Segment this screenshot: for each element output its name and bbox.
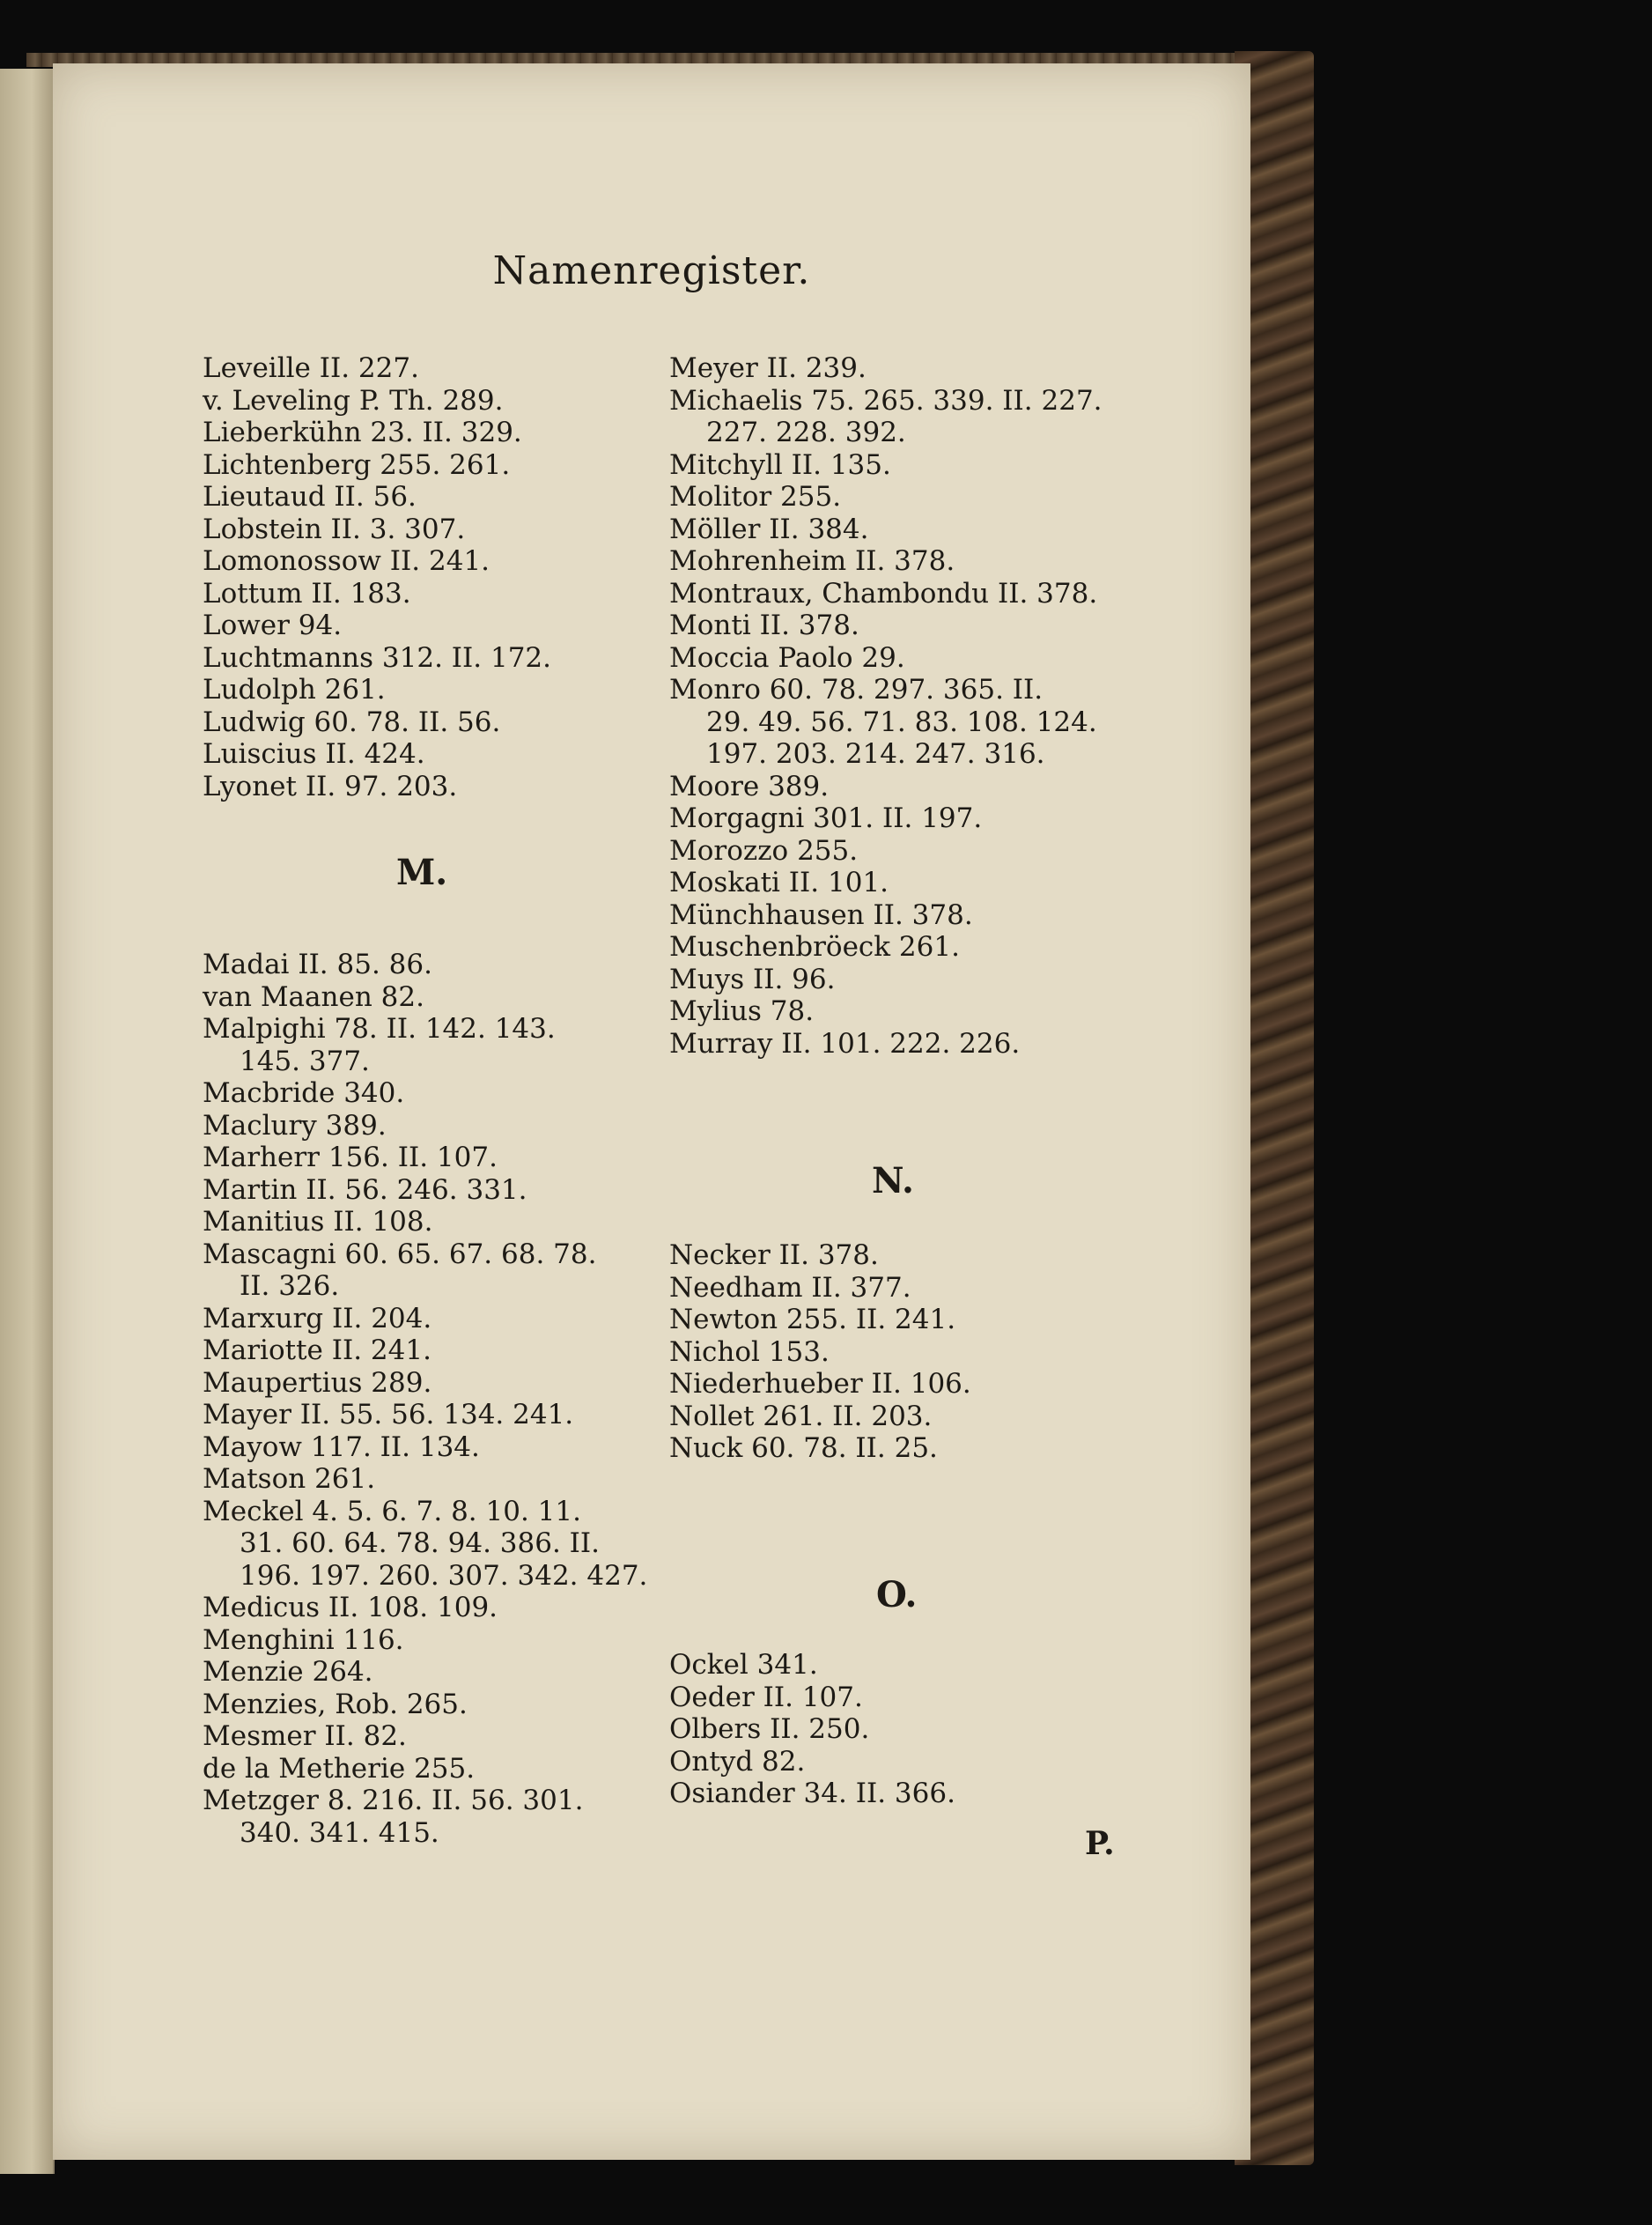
index-column-left-m xyxy=(203,949,696,1849)
index-entry: de la Metherie 255. xyxy=(203,1752,476,1785)
index-entry: Mylius 78. xyxy=(669,995,815,1027)
index-entry: Medicus II. 108. 109. xyxy=(203,1592,498,1623)
index-entry: Mitchyll II. 135. xyxy=(669,448,891,481)
index-entry: Martin II. 56. 246. 331. xyxy=(203,1173,527,1206)
index-entry: Muys II. 96. xyxy=(669,963,836,995)
index-entry: Matson 261. xyxy=(203,1463,376,1495)
index-entry: Malpighi 78. II. 142. 143. xyxy=(203,1013,556,1045)
index-entry: Moskati II. 101. xyxy=(669,867,889,898)
index-entry: Niederhueber II. 106. xyxy=(669,1368,971,1400)
index-entry: Menzies, Rob. 265. xyxy=(203,1688,468,1720)
index-entry: Maupertius 289. xyxy=(203,1366,432,1399)
catchword: P. xyxy=(1085,1825,1115,1862)
index-entry: Leveille II. 227. xyxy=(203,352,419,384)
index-entry: Menghini 116. xyxy=(203,1623,404,1656)
index-entry: Necker II. 378. xyxy=(669,1239,879,1271)
index-entry: Needham II. 377. xyxy=(669,1271,911,1304)
index-entry: Mascagni 60. 65. 67. 68. 78. xyxy=(203,1238,597,1270)
index-entry: Möller II. 384. xyxy=(669,513,869,545)
book-page xyxy=(53,63,1250,2160)
index-entry: Marxurg II. 204. xyxy=(203,1302,432,1334)
index-entry: Ludolph 261. xyxy=(203,674,386,706)
index-entry-continuation: II. 326. xyxy=(240,1270,340,1302)
index-entry: Moccia Paolo 29. xyxy=(669,641,905,674)
index-entry: Newton 255. II. 241. xyxy=(669,1304,956,1335)
index-entry: v. Leveling P. Th. 289. xyxy=(203,384,504,417)
index-entry: Manitius II. 108. xyxy=(203,1206,433,1238)
index-entry: Monro 60. 78. 297. 365. II. xyxy=(669,674,1044,706)
index-entry: Mariotte II. 241. xyxy=(203,1334,431,1366)
index-entry: Meyer II. 239. xyxy=(669,352,867,384)
index-entry: Ludwig 60. 78. II. 56. xyxy=(203,706,501,738)
index-entry-continuation: 197. 203. 214. 247. 316. xyxy=(706,738,1045,770)
index-entry: Luiscius II. 424. xyxy=(203,738,425,770)
index-entry: Lyonet II. 97. 203. xyxy=(203,770,458,802)
index-entry: Lobstein II. 3. 307. xyxy=(203,513,466,545)
index-entry: Mohrenheim II. 378. xyxy=(669,545,955,577)
index-entry: Molitor 255. xyxy=(669,481,842,513)
index-entry: Metzger 8. 216. II. 56. 301. xyxy=(203,1785,584,1816)
index-entry: Michaelis 75. 265. 339. II. 227. xyxy=(669,384,1103,417)
index-entry: Nichol 153. xyxy=(669,1335,830,1368)
section-letter-m: M. xyxy=(396,852,448,893)
index-entry: Münchhausen II. 378. xyxy=(669,898,973,931)
index-entry: Lomonossow II. 241. xyxy=(203,545,490,577)
index-entry: Maclury 389. xyxy=(203,1109,387,1142)
index-entry: Luchtmanns 312. II. 172. xyxy=(203,641,552,674)
index-entry: Lottum II. 183. xyxy=(203,577,411,610)
index-entry: Osiander 34. II. 366. xyxy=(669,1778,955,1809)
index-entry: Mayer II. 55. 56. 134. 241. xyxy=(203,1399,574,1430)
page-title: Namenregister. xyxy=(492,248,811,293)
index-entry-continuation: 227. 228. 392. xyxy=(706,417,906,448)
index-entry: Lower 94. xyxy=(203,610,343,641)
index-entry-continuation: 29. 49. 56. 71. 83. 108. 124. xyxy=(706,706,1097,738)
index-entry: Mesmer II. 82. xyxy=(203,1720,407,1752)
index-entry: Marherr 156. II. 107. xyxy=(203,1142,498,1173)
index-entry-continuation: 145. 377. xyxy=(240,1045,370,1077)
index-entry: Montraux, Chambondu II. 378. xyxy=(669,577,1098,610)
index-entry: Lieutaud II. 56. xyxy=(203,481,417,513)
section-letter-o: O. xyxy=(876,1574,918,1615)
index-entry: Moore 389. xyxy=(669,770,830,802)
index-entry: Morozzo 255. xyxy=(669,834,859,867)
index-entry: Lieberkühn 23. II. 329. xyxy=(203,417,522,448)
facing-page-edge xyxy=(0,69,55,2174)
index-entry: Muschenbröeck 261. xyxy=(669,931,960,963)
index-entry-continuation: 31. 60. 64. 78. 94. 386. II. xyxy=(240,1527,600,1559)
section-letter-n: N. xyxy=(872,1160,914,1201)
index-entry: Menzie 264. xyxy=(203,1656,373,1688)
index-entry: Ontyd 82. xyxy=(669,1745,806,1778)
index-entry: Monti II. 378. xyxy=(669,610,859,641)
index-entry: Meckel 4. 5. 6. 7. 8. 10. 11. xyxy=(203,1495,581,1527)
index-entry: Olbers II. 250. xyxy=(669,1713,870,1745)
index-entry: Macbride 340. xyxy=(203,1077,405,1109)
index-entry: Madai II. 85. 86. xyxy=(203,949,432,980)
index-entry: Ockel 341. xyxy=(669,1649,818,1681)
index-column-left-l xyxy=(203,352,696,802)
index-entry-continuation: 196. 197. 260. 307. 342. 427. xyxy=(240,1559,648,1592)
index-column-right-m xyxy=(669,352,1206,1060)
index-entry: Nuck 60. 78. II. 25. xyxy=(669,1432,938,1464)
index-entry: Mayow 117. II. 134. xyxy=(203,1430,480,1463)
index-entry: van Maanen 82. xyxy=(203,980,424,1013)
index-column-right-n xyxy=(669,1239,1206,1465)
index-entry: Nollet 261. II. 203. xyxy=(669,1400,933,1432)
index-entry: Murray II. 101. 222. 226. xyxy=(669,1027,1021,1060)
index-entry: Morgagni 301. II. 197. xyxy=(669,802,983,834)
index-column-right-o xyxy=(669,1649,1206,1810)
index-entry-continuation: 340. 341. 415. xyxy=(240,1816,439,1849)
index-entry: Oeder II. 107. xyxy=(669,1681,863,1713)
index-entry: Lichtenberg 255. 261. xyxy=(203,448,511,481)
